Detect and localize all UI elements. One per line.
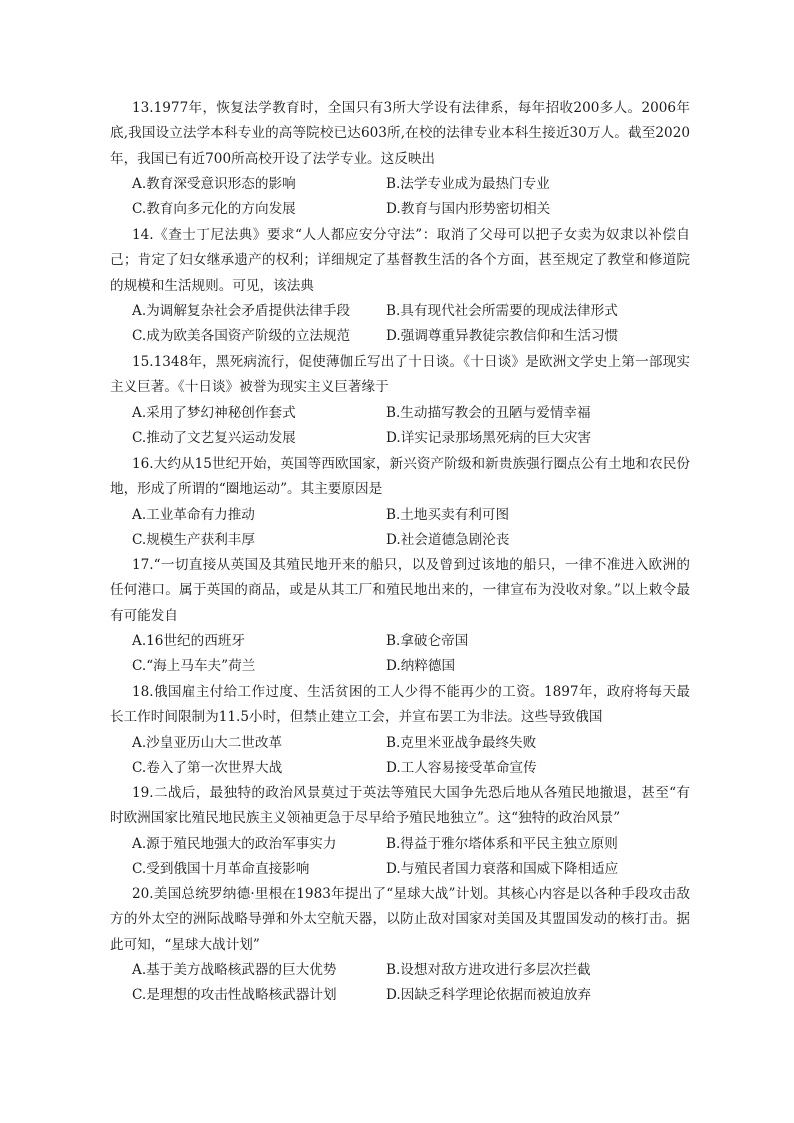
question-13: [110, 96, 690, 222]
option-b[interactable]: B.土地买卖有利可图: [386, 506, 510, 523]
question-17: [110, 553, 690, 679]
option-c[interactable]: C.受到俄国十月革命直接影响: [132, 860, 310, 877]
option-c[interactable]: C.卷入了第一次世界大战: [132, 759, 283, 776]
option-b[interactable]: B.克里米亚战争最终失败: [386, 734, 537, 751]
question-20: [110, 882, 690, 1008]
option-a[interactable]: A.16世纪的西班牙: [132, 632, 245, 649]
question-stem: 17.“一切直接从英国及其殖民地开来的船只，以及曾到过该地的船只，一律不准进入欧洲的任何港口。属于英国的商品，或是从其工厂和殖民地出来的，一律宣布为没收对象。”以上敕令最有可能发自: [110, 557, 690, 624]
option-d[interactable]: D.详实记录那场黑死病的巨大灾害: [386, 429, 592, 446]
option-c[interactable]: C.教育向多元化的方向发展: [132, 201, 296, 218]
question-16: [110, 452, 690, 553]
option-b[interactable]: B.拿破仑帝国: [386, 632, 469, 649]
option-c[interactable]: C.是理想的攻击性战略核武器计划: [132, 987, 337, 1004]
question-options: [110, 832, 690, 883]
question-options: [110, 299, 690, 350]
option-d[interactable]: D.工人容易接受革命宣传: [386, 759, 537, 776]
question-options: [110, 503, 690, 554]
option-b[interactable]: B.得益于雅尔塔体系和平民主独立原则: [386, 835, 618, 852]
question-stem: 20.美国总统罗纳德·里根在1983年提出了“星球大战”计划。其核心内容是以各种手段攻击敌方的外太空的洲际战略导弹和外太空航天器，以防止敌对国家对美国及其盟国发动的核打击。据此可知，“星球大战计划”: [110, 886, 690, 953]
option-a[interactable]: A.采用了梦幻神秘创作套式: [132, 404, 296, 421]
option-d[interactable]: D.教育与国内形势密切相关: [386, 201, 551, 218]
option-d[interactable]: D.强调尊重异教徒宗教信仰和生活习惯: [386, 328, 619, 345]
option-c[interactable]: C.规模生产获利丰厚: [132, 531, 255, 548]
option-a[interactable]: A.工业革命有力推动: [132, 506, 255, 523]
question-stem: 16.大约从15世纪开始，英国等西欧国家，新兴资产阶级和新贵族强行圈点公有土地和农民份地，形成了所谓的“圈地运动”。其主要原因是: [110, 456, 690, 498]
question-stem: 13.1977年，恢复法学教育时，全国只有3所大学设有法律系，每年招收200多人。2006年底,我国设立法学本科专业的高等院校已达603所,在校的法律专业本科生接近30万人。截至2020年，我国已有近700所高校开设了法学专业。这反映出: [110, 100, 690, 167]
option-d[interactable]: D.与殖民者国力衰落和国威下降相适应: [386, 860, 619, 877]
question-options: [110, 401, 690, 452]
question-stem: 19.二战后，最独特的政治风景莫过于英法等殖民大国争先恐后地从各殖民地撤退，甚至“有时欧洲国家比殖民地民族主义领袖更急于尽早给予殖民地独立”。这“独特的政治风景”: [110, 785, 690, 827]
option-a[interactable]: A.沙皇亚历山大二世改革: [132, 734, 283, 751]
option-c[interactable]: C.成为欧美各国资产阶级的立法规范: [132, 328, 351, 345]
option-d[interactable]: D.社会道德急剧沦丧: [386, 531, 510, 548]
question-stem: 15.1348年，黑死病流行，促使薄伽丘写出了十日谈。《十日谈》是欧洲文学史上第一部现实主义巨著。《十日谈》被誉为现实主义巨著缘于: [110, 354, 690, 396]
option-b[interactable]: B.生动描写教会的丑陋与爱情幸福: [386, 404, 591, 421]
option-a[interactable]: A.基于美方战略核武器的巨大优势: [132, 961, 337, 978]
option-c[interactable]: C.“海上马车夫”荷兰: [132, 658, 256, 675]
option-a[interactable]: A.教育深受意识形态的影响: [132, 175, 296, 192]
question-options: [110, 731, 690, 782]
option-b[interactable]: B.法学专业成为最热门专业: [386, 175, 550, 192]
option-d[interactable]: D.纳粹德国: [386, 658, 456, 675]
option-a[interactable]: A.为调解复杂社会矛盾提供法律手段: [132, 302, 351, 319]
option-b[interactable]: B.设想对敌方进攻进行多层次拦截: [386, 961, 591, 978]
option-c[interactable]: C.推动了文艺复兴运动发展: [132, 429, 296, 446]
option-a[interactable]: A.源于殖民地强大的政治军事实力: [132, 835, 337, 852]
option-b[interactable]: B.具有现代社会所需要的现成法律形式: [386, 302, 618, 319]
question-15: [110, 350, 690, 451]
option-d[interactable]: D.因缺乏科学理论依据而被迫放弃: [386, 987, 592, 1004]
question-18: [110, 680, 690, 781]
question-options: [110, 629, 690, 680]
question-14: [110, 223, 690, 349]
question-options: [110, 958, 690, 1009]
question-stem: 18.俄国雇主付给工作过度、生活贫困的工人少得不能再少的工资。1897年，政府将每天最长工作时间限制为11.5小时，但禁止建立工会，并宣布罢工为非法。这些导致俄国: [110, 684, 690, 726]
question-options: [110, 172, 690, 223]
question-19: [110, 781, 690, 882]
question-stem: 14.《查士丁尼法典》要求“人人都应安分守法”：取消了父母可以把子女卖为奴隶以补偿自己；肯定了妇女继承遗产的权利；详细规定了基督教生活的各个方面，甚至规定了教堂和修道院的规模和生活规则。可见，该法典: [110, 227, 690, 294]
